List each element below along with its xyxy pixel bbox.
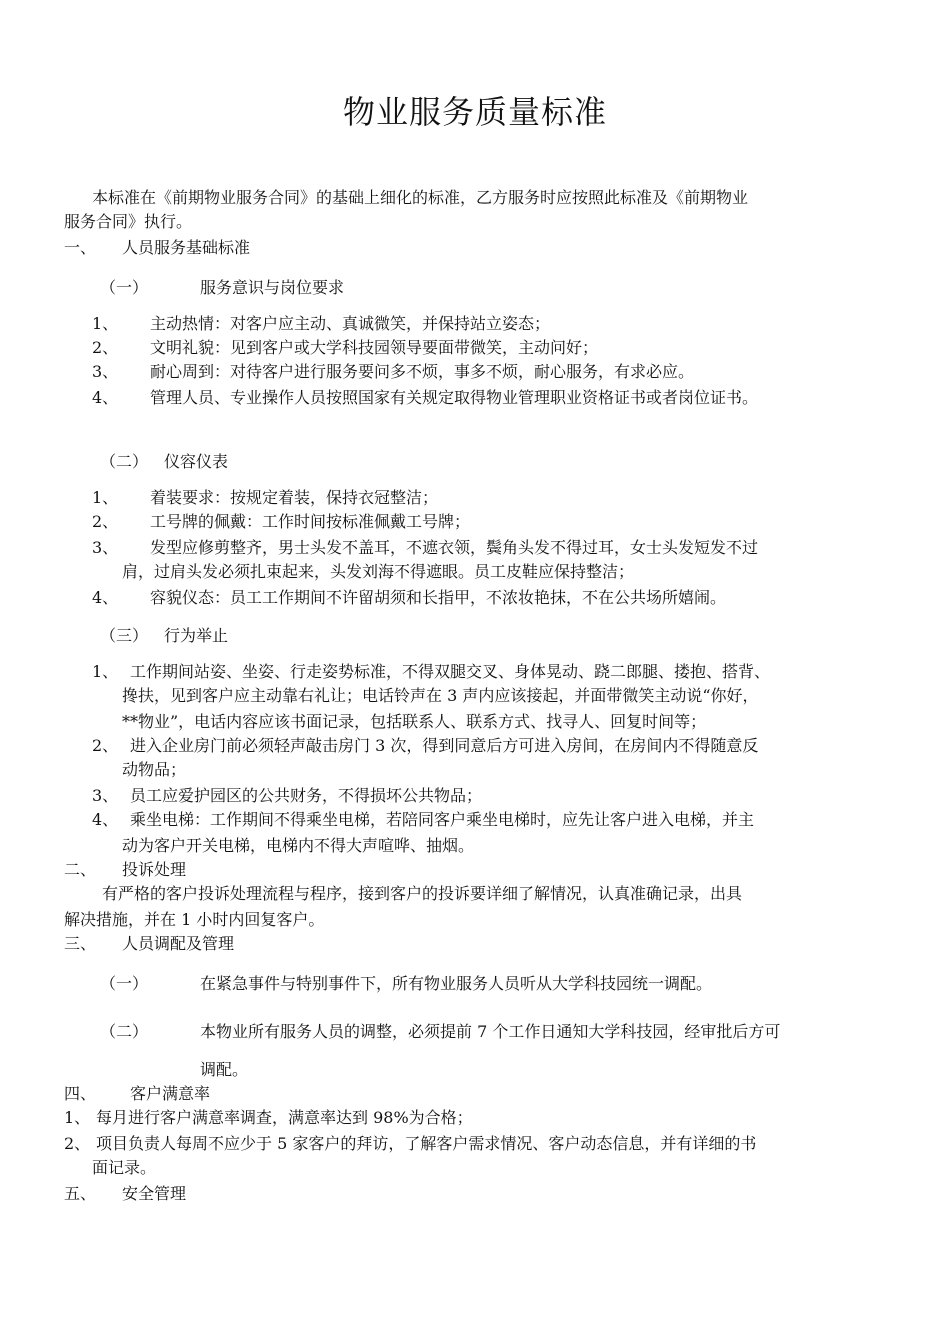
section-5-heading: 安全管理 bbox=[122, 1184, 187, 1203]
list-item-number: 1、 bbox=[92, 662, 119, 681]
page-title: 物业服务质量标准 bbox=[342, 93, 607, 131]
section-3-heading: 人员调配及管理 bbox=[122, 934, 235, 953]
list-item-number: 2、 bbox=[92, 338, 119, 357]
list-item-number: 4、 bbox=[92, 588, 119, 607]
section-2-number: 二、 bbox=[64, 860, 97, 879]
list-item-text: 耐心周到：对待客户进行服务要问多不烦，事多不烦，耐心服务，有求必应。 bbox=[150, 362, 695, 381]
intro-line-2: 服务合同》执行。 bbox=[64, 212, 193, 231]
list-item-text: 主动热情：对客户应主动、真诚微笑，并保持站立姿态； bbox=[150, 314, 551, 333]
section-1-heading: 人员服务基础标准 bbox=[122, 238, 251, 257]
subsection-3-2-text: 本物业所有服务人员的调整，必须提前 7 个工作日通知大学科技园，经审批后方可 bbox=[200, 1022, 781, 1041]
list-item-text: 每月进行客户满意率调查，满意率达到 98%为合格； bbox=[96, 1108, 473, 1127]
list-item-text: 管理人员、专业操作人员按照国家有关规定取得物业管理职业资格证书或者岗位证书。 bbox=[150, 388, 759, 407]
subsection-3-2-number: （二） bbox=[100, 1022, 149, 1041]
section-1-number: 一、 bbox=[64, 238, 97, 257]
list-item-continuation: 搀扶，见到客户应主动靠右礼让；电话铃声在 3 声内应该接起，并面带微笑主动说“你好， bbox=[122, 686, 759, 705]
list-item-continuation: **物业”，电话内容应该书面记录，包括联系人、联系方式、找寻人、回复时间等； bbox=[122, 712, 707, 731]
intro-line-1: 本标准在《前期物业服务合同》的基础上细化的标准，乙方服务时应按照此标准及《前期物业 bbox=[92, 188, 749, 207]
list-item-text: 乘坐电梯：工作期间不得乘坐电梯，若陪同客户乘坐电梯时，应先让客户进入电梯，并主 bbox=[130, 810, 755, 829]
subsection-1-2-heading: 仪容仪表 bbox=[164, 452, 229, 471]
section-2-heading: 投诉处理 bbox=[122, 860, 187, 879]
list-item-continuation: 动为客户开关电梯，电梯内不得大声喧哗、抽烟。 bbox=[122, 836, 475, 855]
list-item-number: 4、 bbox=[92, 810, 119, 829]
list-item-continuation: 动物品； bbox=[122, 760, 187, 779]
subsection-1-2-number: （二） bbox=[100, 452, 149, 471]
list-item-text: 工作期间站姿、坐姿、行走姿势标准，不得双腿交叉、身体晃动、跷二郎腿、搂抱、搭背、 bbox=[130, 662, 771, 681]
list-item-continuation: 面记录。 bbox=[92, 1158, 157, 1177]
subsection-1-1-heading: 服务意识与岗位要求 bbox=[200, 278, 345, 297]
list-item-number: 3、 bbox=[92, 362, 119, 381]
subsection-1-3-number: （三） bbox=[100, 626, 149, 645]
list-item-text: 进入企业房门前必须轻声敲击房门 3 次，得到同意后方可进入房间，在房间内不得随意反 bbox=[130, 736, 759, 755]
list-item-number: 2、 bbox=[92, 736, 119, 755]
list-item-continuation: 肩，过肩头发必须扎束起来，头发刘海不得遮眼。员工皮鞋应保持整洁； bbox=[122, 562, 635, 581]
list-item-text: 工号牌的佩戴：工作时间按标准佩戴工号牌； bbox=[150, 512, 471, 531]
list-item-number: 1、 bbox=[64, 1108, 91, 1127]
section-2-text-line-2: 解决措施，并在 1 小时内回复客户。 bbox=[64, 910, 325, 929]
list-item-number: 1、 bbox=[92, 488, 119, 507]
list-item-number: 2、 bbox=[64, 1134, 91, 1153]
list-item-number: 1、 bbox=[92, 314, 119, 333]
list-item-text: 项目负责人每周不应少于 5 家客户的拜访，了解客户需求情况、客户动态信息，并有详细的书 bbox=[96, 1134, 757, 1153]
subsection-3-1-number: （一） bbox=[100, 974, 149, 993]
list-item-number: 4、 bbox=[92, 388, 119, 407]
subsection-1-1-number: （一） bbox=[100, 278, 149, 297]
list-item-number: 2、 bbox=[92, 512, 119, 531]
subsection-1-3-heading: 行为举止 bbox=[164, 626, 229, 645]
list-item-text: 员工应爱护园区的公共财务，不得损坏公共物品； bbox=[130, 786, 483, 805]
list-item-number: 3、 bbox=[92, 786, 119, 805]
section-3-number: 三、 bbox=[64, 934, 97, 953]
list-item-text: 着装要求：按规定着装，保持衣冠整洁； bbox=[150, 488, 439, 507]
list-item-text: 发型应修剪整齐，男士头发不盖耳，不遮衣领，鬓角头发不得过耳，女士头发短发不过 bbox=[150, 538, 759, 557]
list-item-number: 3、 bbox=[92, 538, 119, 557]
section-2-text-line-1: 有严格的客户投诉处理流程与程序，接到客户的投诉要详细了解情况，认真准确记录，出具 bbox=[102, 884, 743, 903]
section-5-number: 五、 bbox=[64, 1184, 97, 1203]
section-4-number: 四、 bbox=[64, 1084, 97, 1103]
subsection-3-1-text: 在紧急事件与特别事件下，所有物业服务人员听从大学科技园统一调配。 bbox=[200, 974, 713, 993]
list-item-text: 文明礼貌：见到客户或大学科技园领导要面带微笑，主动问好； bbox=[150, 338, 599, 357]
list-item-text: 容貌仪态：员工工作期间不许留胡须和长指甲，不浓妆艳抹，不在公共场所嬉闹。 bbox=[150, 588, 727, 607]
section-4-heading: 客户满意率 bbox=[130, 1084, 211, 1103]
subsection-3-2-continuation: 调配。 bbox=[200, 1060, 249, 1079]
